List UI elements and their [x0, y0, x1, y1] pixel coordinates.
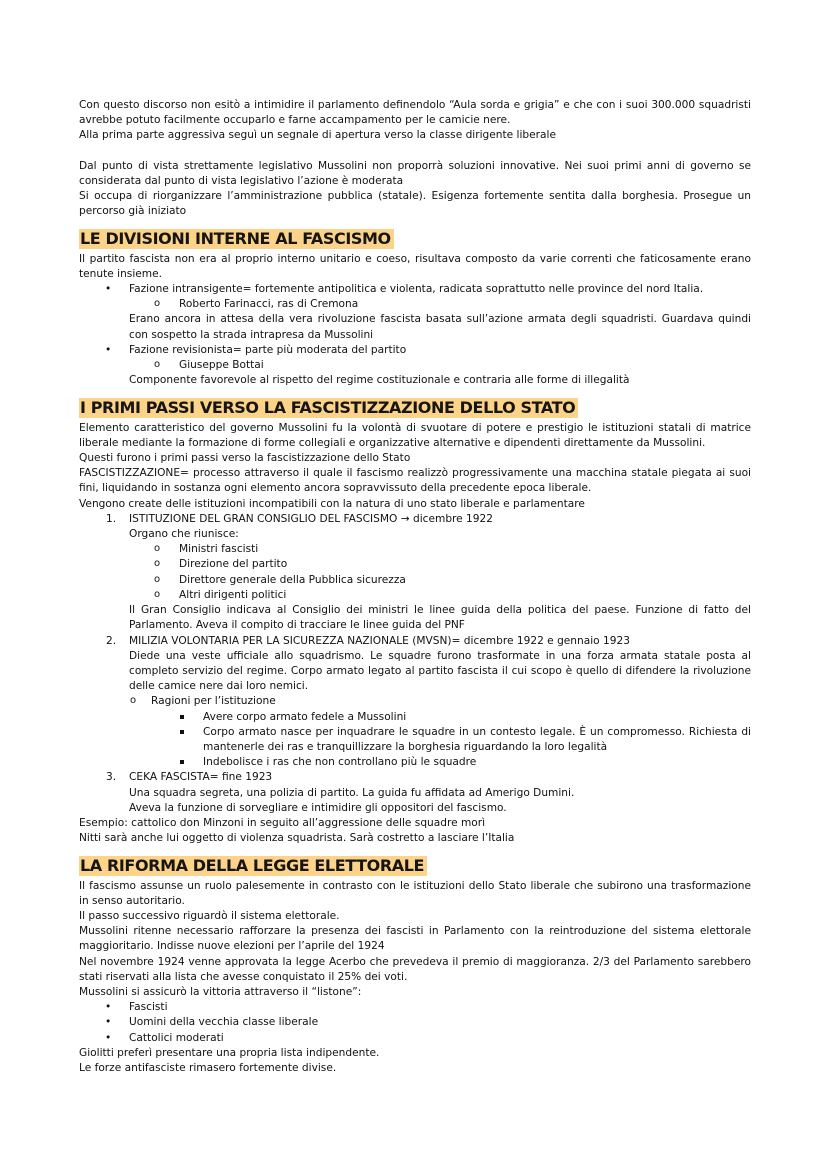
section-heading: LE DIVISIONI INTERNE AL FASCISMO [79, 229, 394, 249]
spacer [79, 144, 751, 159]
paragraph: Nitti sarà anche lui oggetto di violenza squadrista. Sarà costretto a lasciare l’Italia [79, 832, 515, 845]
section-heading-wrap [79, 388, 751, 418]
sub-bullet-item: o Ragioni per l’istituzione [79, 694, 751, 709]
item-heading: CEKA FASCISTA= fine 1923 [129, 771, 273, 784]
paragraph: Le forze antifasciste rimasero fortemente divise. [79, 1061, 337, 1074]
sub-bullet-item: o Roberto Farinacci, ras di Cremona [79, 297, 751, 312]
paragraph: Il passo successivo riguardò il sistema elettorale. [79, 909, 340, 922]
paragraph: Esempio: cattolico don Minzoni in seguito all’aggressione delle squadre morì [79, 816, 486, 829]
item-number: 2. [106, 634, 117, 647]
bullet-item: • Fazione intransigente= fortemente antipolitica e violenta, radicata soprattutto nelle province del nord Italia. [79, 282, 751, 297]
paragraph: Il partito fascista non era al proprio interno unitario e coeso, risultava composto da varie correnti che faticosamente erano tenute insieme. [79, 252, 751, 280]
item-number: 1. [106, 512, 117, 525]
paragraph: Mussolini si assicurò la vittoria attraverso il “listone”: [79, 985, 362, 998]
square-bullet-item: Corpo armato nasce per inquadrare le squadre in un contesto legale. È un compromesso. Richiesta di mantenerle dei ras e tranquillizzare la borghesia riguardando la loro legalità [79, 725, 751, 755]
paragraph: Dal punto di vista strettamente legislativo Mussolini non proporrà soluzioni innovative. Nei suoi primi anni di governo se considerata dal punto di vista legislativo l’azione è moderata [79, 159, 751, 187]
numbered-item [79, 770, 751, 785]
sub-bullet-item: o Giuseppe Bottai [79, 358, 751, 373]
document-page [79, 98, 751, 1076]
paragraph: Giolitti preferì presentare una propria lista indipendente. [79, 1046, 380, 1059]
sub-bullet-item: o Direzione del partito [79, 557, 751, 572]
indented-paragraph: Una squadra segreta, una polizia di partito. La guida fu affidata ad Amerigo Dumini. [129, 786, 575, 799]
paragraph: Elemento caratteristico del governo Mussolini fu la volontà di svuotare di potere e prestigio le istituzioni statali di matrice liberale mediante la formazione di forme collegiali e organizzative alternative e dipendenti direttamente da Mussolini. [79, 421, 751, 449]
paragraph: Il fascismo assunse un ruolo palesemente in contrasto con le istituzioni dello Stato liberale che subirono una trasformazione in senso autoritario. [79, 879, 751, 907]
sub-bullet-item: o Ministri fascisti [79, 542, 751, 557]
paragraph: Vengono create delle istituzioni incompatibili con la natura di uno stato liberale e parlamentare [79, 497, 585, 510]
indented-paragraph: Erano ancora in attesa della vera rivoluzione fascista basata sull’azione armata degli squadristi. Guardava quindi con sospetto la strada intrapresa da Mussolini [129, 313, 751, 341]
section-heading-wrap [79, 219, 751, 249]
indented-paragraph: Organo che riunisce: [129, 528, 239, 541]
item-number: 3. [106, 771, 117, 784]
paragraph: Si occupa di riorganizzare l’amministrazione pubblica (statale). Esigenza fortemente sentita dalla borghesia. Prosegue un percorso già iniziato [79, 190, 751, 218]
bullet-item: • Uomini della vecchia classe liberale [79, 1015, 751, 1030]
paragraph: Alla prima parte aggressiva seguì un segnale di apertura verso la classe dirigente liberale [79, 129, 556, 142]
item-heading: MILIZIA VOLONTARIA PER LA SICUREZZA NAZIONALE (MVSN)= dicembre 1922 e gennaio 1923 [129, 634, 630, 647]
section-heading-wrap [79, 846, 751, 876]
sub-bullet-item: o Direttore generale della Pubblica sicurezza [79, 573, 751, 588]
bullet-item: • Fascisti [79, 1000, 751, 1015]
paragraph: FASCISTIZZAZIONE= processo attraverso il quale il fascismo realizzò progressivamente una macchina statale piegata ai suoi fini, liquidando in sostanza ogni elemento ancora sopravvissuto della precedente epoca liberale. [79, 467, 751, 495]
square-bullet-item: Avere corpo armato fedele a Mussolini [79, 710, 751, 725]
paragraph: Questi furono i primi passi verso la fascistizzazione dello Stato [79, 452, 411, 465]
paragraph: Mussolini ritenne necessario rafforzare la presenza dei fascisti in Parlamento con la reintroduzione del sistema elettorale maggioritario. Indisse nuove elezioni per l’aprile del 1924 [79, 925, 751, 953]
section-heading: LA RIFORMA DELLA LEGGE ELETTORALE [79, 856, 427, 876]
section-heading: I PRIMI PASSI VERSO LA FASCISTIZZAZIONE DELLO STATO [79, 398, 578, 418]
bullet-item: • Fazione revisionista= parte più moderata del partito [79, 343, 751, 358]
indented-paragraph: Aveva la funzione di sorvegliare e intimidire gli oppositori del fascismo. [129, 801, 507, 814]
paragraph: Nel novembre 1924 venne approvata la legge Acerbo che prevedeva il premio di maggioranza. 2/3 del Parlamento sarebbero stati riservati alla lista che avesse conquistato il 25% dei voti. [79, 955, 751, 983]
paragraph: Con questo discorso non esitò a intimidire il parlamento definendolo “Aula sorda e grigia” e che con i suoi 300.000 squadristi avrebbe potuto facilmente occuparlo e farne accampamento per le camicie nere. [79, 99, 751, 127]
sub-bullet-item: o Altri dirigenti politici [79, 588, 751, 603]
bullet-item: • Cattolici moderati [79, 1031, 751, 1046]
square-bullet-item: Indebolisce i ras che non controllano più le squadre [79, 755, 751, 770]
item-heading: ISTITUZIONE DEL GRAN CONSIGLIO DEL FASCISMO → dicembre 1922 [129, 512, 494, 525]
numbered-item [79, 634, 751, 649]
indented-paragraph: Componente favorevole al rispetto del regime costituzionale e contraria alle forme di illegalità [129, 374, 630, 387]
indented-paragraph: Diede una veste ufficiale allo squadrismo. Le squadre furono trasformate in una forza armata statale posta al completo servizio del regime. Corpo armato legato al partito fascista il cui scopo è quello di difendere la rivoluzione delle camice nere dai loro nemici. [129, 649, 751, 693]
numbered-item [79, 512, 751, 527]
indented-paragraph: Il Gran Consiglio indicava al Consiglio dei ministri le linee guida della politica del paese. Funzione di fatto del Parlamento. Aveva il compito di tracciare le linee guida del PNF [129, 604, 751, 632]
